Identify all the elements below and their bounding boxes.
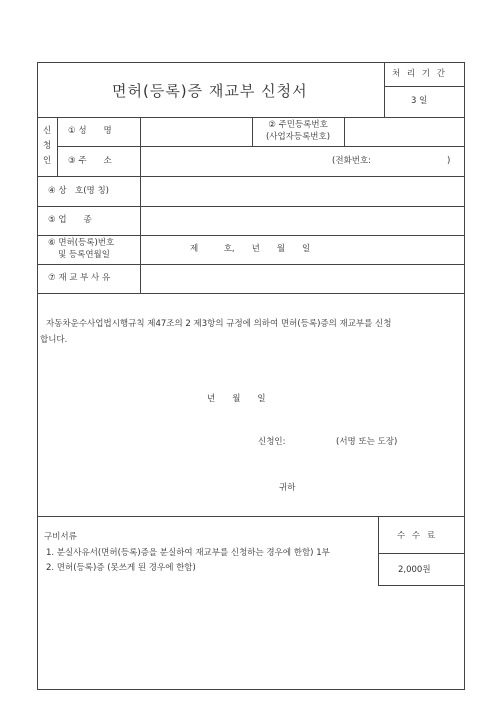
required-document-1: 1. 분실사유서(면허(등록)증을 분실하여 재교부를 신청하는 경우에 한함) 1부 [46,548,330,558]
application-statement-line-2: 합니다. [40,335,68,345]
license-number-value[interactable]: 제 호, 년 월 일 [190,244,311,254]
business-type-field[interactable] [141,207,464,234]
applicant-label-1: 신 [43,126,52,136]
signature-note[interactable]: (서명 또는 도장) [336,437,398,447]
address-field[interactable] [141,147,464,175]
trade-name-label: ④ 상 호(명 칭) [48,186,110,196]
reissue-reason-label: ⑦ 재 교 부 사 유 [48,273,111,283]
license-number-label: ⑥ 면허(등록)번호 [48,238,115,248]
registration-date-label: 및 등록연월일 [58,250,110,260]
rrn-label: ② 주민등록번호 [268,120,328,130]
recipient-suffix: 귀하 [279,483,296,493]
form-title: 면허(등록)증 재교부 신청서 [112,82,308,100]
trade-name-field[interactable] [141,177,464,205]
name-field[interactable] [141,118,251,145]
name-label: ① 성 명 [68,126,112,136]
required-documents-title: 구비서류 [44,532,77,542]
application-statement-line-1: 자동차운수사업법시행규칙 제47조의 2 제3항의 규정에 의하여 면허(등록)증의 재교부를 신청 [46,319,392,329]
fee-value: 2,000원 [398,565,431,575]
fee-label: 수 수 료 [397,531,438,541]
applicant-label-3: 인 [43,156,52,166]
processing-period-label: 처 리 기 간 [392,69,447,79]
application-date[interactable]: 년 월 일 [207,394,266,404]
phone-close-paren: ) [447,156,451,166]
business-type-label: ⑤ 업 종 [48,215,92,225]
applicant-signature-label: 신청인: [258,437,286,447]
applicant-label-2: 청 [43,141,52,151]
address-label: ③ 주 소 [68,156,112,166]
rrn-field[interactable] [345,118,464,145]
business-registration-label: (사업자등록번호) [265,132,331,142]
processing-period-value: 3 일 [411,96,428,106]
reissue-reason-field[interactable] [141,265,464,292]
required-document-2: 2. 면허(등록)증 (못쓰게 된 경우에 한함) [46,563,196,573]
phone-label: (전화번호: [332,156,372,166]
